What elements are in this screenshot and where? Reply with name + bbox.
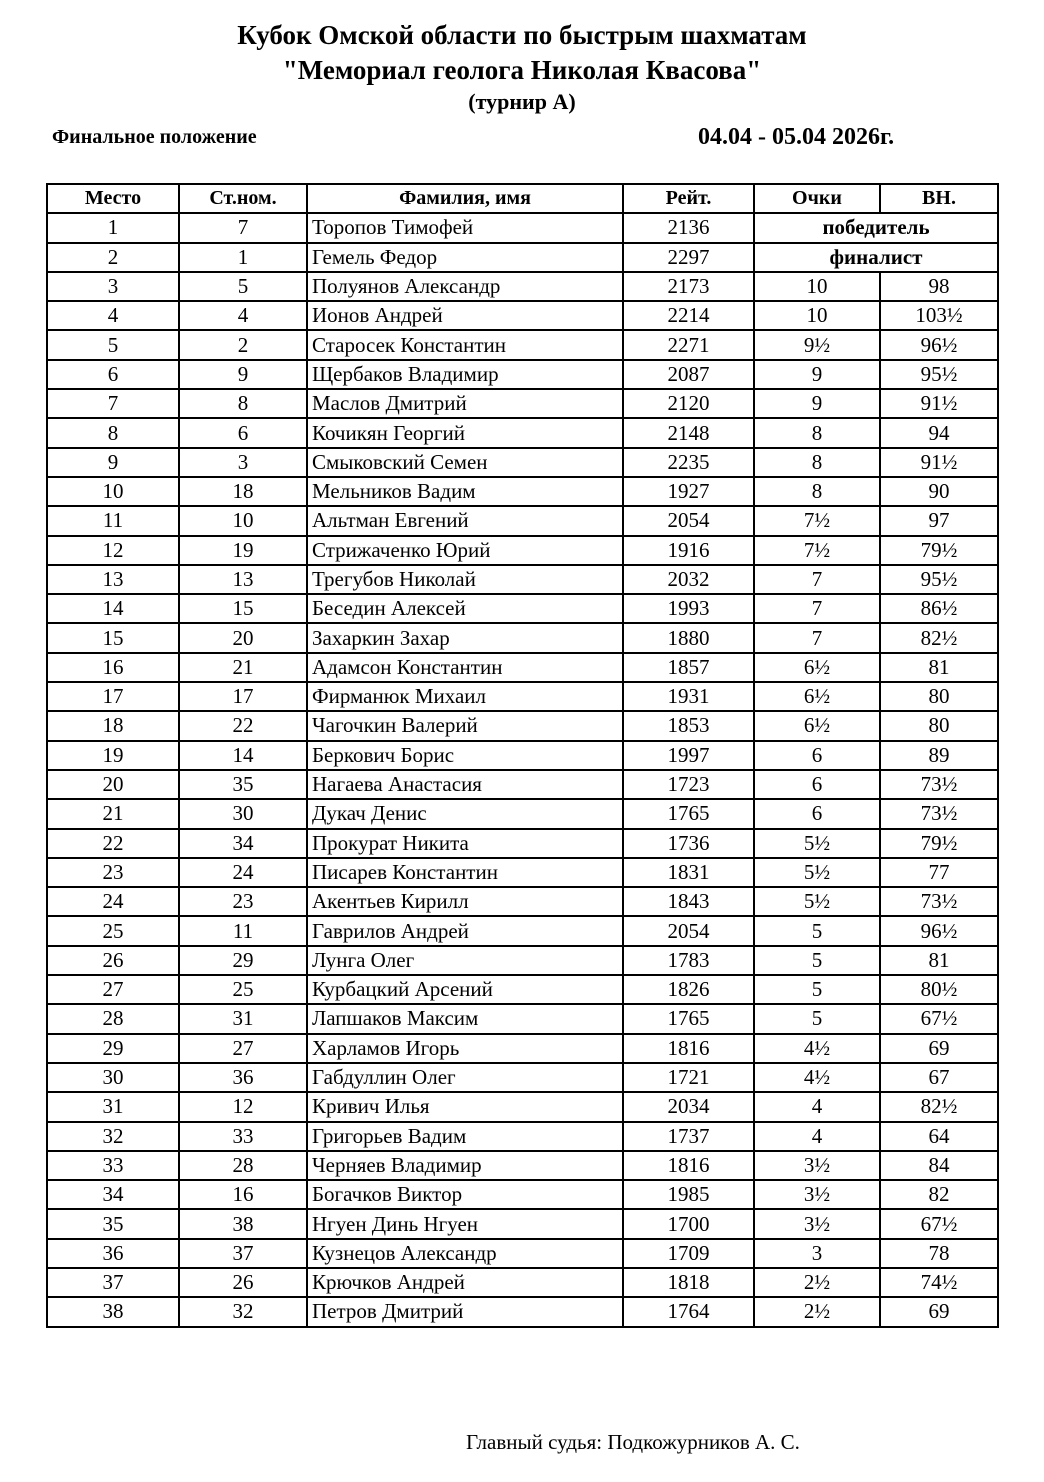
- table-row: [47, 741, 998, 770]
- cell-player-name: Богачков Виктор: [307, 1180, 623, 1209]
- cell-place: 11: [47, 506, 179, 535]
- cell-start-no: 34: [179, 829, 307, 858]
- cell-tiebreak: 103½: [880, 301, 998, 330]
- cell-player-name: Лунга Олег: [307, 946, 623, 975]
- cell-place: 12: [47, 536, 179, 565]
- cell-place: 18: [47, 711, 179, 740]
- cell-rating: 1826: [623, 975, 754, 1004]
- cell-start-no: 36: [179, 1063, 307, 1092]
- table-row: [47, 946, 998, 975]
- cell-tiebreak: 82½: [880, 623, 998, 652]
- cell-rating: 1700: [623, 1209, 754, 1238]
- cell-place: 24: [47, 887, 179, 916]
- table-row: [47, 1122, 998, 1151]
- cell-player-name: Беркович Борис: [307, 741, 623, 770]
- table-row: [47, 330, 998, 359]
- cell-tiebreak: 86½: [880, 594, 998, 623]
- cell-points: 2½: [754, 1268, 880, 1297]
- table-row: [47, 301, 998, 330]
- column-header-points: Очки: [754, 184, 880, 213]
- cell-tiebreak: 84: [880, 1151, 998, 1180]
- results-table-head: [47, 184, 998, 213]
- cell-tiebreak: 78: [880, 1239, 998, 1268]
- cell-rating: 2120: [623, 389, 754, 418]
- cell-start-no: 22: [179, 711, 307, 740]
- cell-points: 5: [754, 975, 880, 1004]
- cell-points: 3½: [754, 1209, 880, 1238]
- cell-points: 3½: [754, 1151, 880, 1180]
- cell-tiebreak: 74½: [880, 1268, 998, 1297]
- cell-place: 7: [47, 389, 179, 418]
- cell-rating: 1993: [623, 594, 754, 623]
- cell-rating: 2297: [623, 243, 754, 272]
- cell-place: 38: [47, 1297, 179, 1326]
- cell-start-no: 18: [179, 477, 307, 506]
- cell-tiebreak: 79½: [880, 829, 998, 858]
- cell-rating: 1985: [623, 1180, 754, 1209]
- cell-start-no: 28: [179, 1151, 307, 1180]
- table-row: [47, 916, 998, 945]
- cell-points: 3: [754, 1239, 880, 1268]
- cell-place: 19: [47, 741, 179, 770]
- cell-points: 8: [754, 418, 880, 447]
- cell-player-name: Смыковский Семен: [307, 448, 623, 477]
- cell-rating: 2034: [623, 1092, 754, 1121]
- cell-rating: 1764: [623, 1297, 754, 1326]
- cell-start-no: 21: [179, 653, 307, 682]
- cell-rating: 1843: [623, 887, 754, 916]
- cell-place: 32: [47, 1122, 179, 1151]
- cell-start-no: 5: [179, 272, 307, 301]
- cell-start-no: 31: [179, 1004, 307, 1033]
- cell-tiebreak: 89: [880, 741, 998, 770]
- cell-tiebreak: 95½: [880, 360, 998, 389]
- cell-start-no: 20: [179, 623, 307, 652]
- cell-place: 17: [47, 682, 179, 711]
- column-header-place: Место: [47, 184, 179, 213]
- cell-rating: 1931: [623, 682, 754, 711]
- cell-place: 22: [47, 829, 179, 858]
- cell-place: 16: [47, 653, 179, 682]
- cell-rating: 1927: [623, 477, 754, 506]
- cell-start-no: 9: [179, 360, 307, 389]
- cell-tiebreak: 80: [880, 682, 998, 711]
- cell-start-no: 38: [179, 1209, 307, 1238]
- cell-points: 5½: [754, 858, 880, 887]
- cell-place: 30: [47, 1063, 179, 1092]
- cell-start-no: 16: [179, 1180, 307, 1209]
- cell-place: 8: [47, 418, 179, 447]
- cell-points: 6½: [754, 711, 880, 740]
- cell-player-name: Курбацкий Арсений: [307, 975, 623, 1004]
- cell-start-no: 4: [179, 301, 307, 330]
- table-row: [47, 1268, 998, 1297]
- table-row: [47, 1034, 998, 1063]
- cell-points: 6: [754, 799, 880, 828]
- cell-start-no: 27: [179, 1034, 307, 1063]
- cell-tiebreak: 67½: [880, 1004, 998, 1033]
- cell-place: 26: [47, 946, 179, 975]
- cell-tiebreak: 73½: [880, 799, 998, 828]
- cell-rating: 2054: [623, 506, 754, 535]
- cell-player-name: Щербаков Владимир: [307, 360, 623, 389]
- title-line-3: (турнир А): [468, 89, 576, 114]
- table-row: [47, 565, 998, 594]
- column-header-name: Фамилия, имя: [307, 184, 623, 213]
- table-row: [47, 829, 998, 858]
- cell-start-no: 33: [179, 1122, 307, 1151]
- cell-place: 36: [47, 1239, 179, 1268]
- cell-rating: 1831: [623, 858, 754, 887]
- cell-points: 5½: [754, 829, 880, 858]
- cell-player-name: Адамсон Константин: [307, 653, 623, 682]
- cell-tiebreak: 73½: [880, 770, 998, 799]
- cell-player-name: Акентьев Кирилл: [307, 887, 623, 916]
- cell-start-no: 14: [179, 741, 307, 770]
- cell-rating: 2136: [623, 213, 754, 242]
- cell-start-no: 23: [179, 887, 307, 916]
- cell-player-name: Трегубов Николай: [307, 565, 623, 594]
- cell-place: 10: [47, 477, 179, 506]
- cell-start-no: 30: [179, 799, 307, 828]
- cell-rating: 1816: [623, 1034, 754, 1063]
- cell-player-name: Писарев Константин: [307, 858, 623, 887]
- cell-place: 28: [47, 1004, 179, 1033]
- cell-rating: 1783: [623, 946, 754, 975]
- cell-tiebreak: 96½: [880, 916, 998, 945]
- table-row: [47, 1239, 998, 1268]
- cell-place: 2: [47, 243, 179, 272]
- cell-result-note: победитель: [754, 213, 998, 242]
- table-row: [47, 506, 998, 535]
- cell-player-name: Фирманюк Михаил: [307, 682, 623, 711]
- table-row: [47, 623, 998, 652]
- table-row: [47, 1092, 998, 1121]
- cell-points: 5: [754, 1004, 880, 1033]
- cell-tiebreak: 79½: [880, 536, 998, 565]
- title-line-1: Кубок Омской области по быстрым шахматам: [237, 20, 807, 50]
- cell-player-name: Прокурат Никита: [307, 829, 623, 858]
- cell-player-name: Харламов Игорь: [307, 1034, 623, 1063]
- cell-rating: 2173: [623, 272, 754, 301]
- cell-player-name: Григорьев Вадим: [307, 1122, 623, 1151]
- cell-rating: 1880: [623, 623, 754, 652]
- cell-place: 5: [47, 330, 179, 359]
- cell-player-name: Чагочкин Валерий: [307, 711, 623, 740]
- table-row: [47, 213, 998, 242]
- cell-rating: 1997: [623, 741, 754, 770]
- cell-points: 7: [754, 623, 880, 652]
- cell-place: 13: [47, 565, 179, 594]
- table-row: [47, 418, 998, 447]
- cell-place: 27: [47, 975, 179, 1004]
- cell-place: 4: [47, 301, 179, 330]
- cell-player-name: Торопов Тимофей: [307, 213, 623, 242]
- table-row: [47, 711, 998, 740]
- cell-tiebreak: 80½: [880, 975, 998, 1004]
- cell-points: 3½: [754, 1180, 880, 1209]
- table-row: [47, 1297, 998, 1326]
- cell-points: 9: [754, 389, 880, 418]
- cell-tiebreak: 81: [880, 653, 998, 682]
- cell-player-name: Кочикян Георгий: [307, 418, 623, 447]
- cell-start-no: 19: [179, 536, 307, 565]
- table-row: [47, 770, 998, 799]
- cell-rating: 2054: [623, 916, 754, 945]
- cell-place: 35: [47, 1209, 179, 1238]
- cell-points: 5: [754, 916, 880, 945]
- cell-place: 29: [47, 1034, 179, 1063]
- cell-player-name: Старосек Константин: [307, 330, 623, 359]
- cell-start-no: 1: [179, 243, 307, 272]
- cell-points: 9: [754, 360, 880, 389]
- cell-rating: 1723: [623, 770, 754, 799]
- cell-rating: 2087: [623, 360, 754, 389]
- cell-place: 21: [47, 799, 179, 828]
- cell-place: 20: [47, 770, 179, 799]
- cell-player-name: Захаркин Захар: [307, 623, 623, 652]
- cell-tiebreak: 96½: [880, 330, 998, 359]
- cell-start-no: 32: [179, 1297, 307, 1326]
- cell-rating: 1736: [623, 829, 754, 858]
- cell-tiebreak: 73½: [880, 887, 998, 916]
- cell-points: 4: [754, 1092, 880, 1121]
- cell-points: 7: [754, 565, 880, 594]
- cell-start-no: 11: [179, 916, 307, 945]
- cell-player-name: Петров Дмитрий: [307, 1297, 623, 1326]
- cell-player-name: Нагаева Анастасия: [307, 770, 623, 799]
- cell-points: 5½: [754, 887, 880, 916]
- table-row: [47, 477, 998, 506]
- cell-start-no: 24: [179, 858, 307, 887]
- cell-start-no: 12: [179, 1092, 307, 1121]
- cell-rating: 2148: [623, 418, 754, 447]
- cell-player-name: Полуянов Александр: [307, 272, 623, 301]
- cell-points: 9½: [754, 330, 880, 359]
- cell-tiebreak: 80: [880, 711, 998, 740]
- cell-points: 10: [754, 301, 880, 330]
- table-row: [47, 360, 998, 389]
- cell-tiebreak: 97: [880, 506, 998, 535]
- table-row: [47, 887, 998, 916]
- cell-place: 9: [47, 448, 179, 477]
- cell-points: 4½: [754, 1063, 880, 1092]
- cell-points: 4½: [754, 1034, 880, 1063]
- cell-place: 15: [47, 623, 179, 652]
- cell-rating: 2271: [623, 330, 754, 359]
- cell-result-note: финалист: [754, 243, 998, 272]
- cell-points: 6: [754, 741, 880, 770]
- table-row: [47, 1209, 998, 1238]
- column-header-tiebreak: ВН.: [880, 184, 998, 213]
- title-line-2: "Мемориал геолога Николая Квасова": [282, 55, 762, 85]
- cell-start-no: 7: [179, 213, 307, 242]
- cell-player-name: Стрижаченко Юрий: [307, 536, 623, 565]
- cell-place: 14: [47, 594, 179, 623]
- table-row: [47, 975, 998, 1004]
- cell-start-no: 15: [179, 594, 307, 623]
- cell-start-no: 25: [179, 975, 307, 1004]
- cell-player-name: Ионов Андрей: [307, 301, 623, 330]
- cell-start-no: 29: [179, 946, 307, 975]
- cell-start-no: 26: [179, 1268, 307, 1297]
- cell-rating: 1721: [623, 1063, 754, 1092]
- cell-tiebreak: 91½: [880, 389, 998, 418]
- cell-points: 5: [754, 946, 880, 975]
- cell-place: 1: [47, 213, 179, 242]
- table-row: [47, 858, 998, 887]
- cell-points: 6½: [754, 682, 880, 711]
- cell-rating: 2235: [623, 448, 754, 477]
- subtitle-final-standings: Финальное положение: [52, 126, 257, 148]
- cell-place: 31: [47, 1092, 179, 1121]
- cell-start-no: 35: [179, 770, 307, 799]
- cell-player-name: Кривич Илья: [307, 1092, 623, 1121]
- table-row: [47, 389, 998, 418]
- cell-start-no: 2: [179, 330, 307, 359]
- cell-tiebreak: 67: [880, 1063, 998, 1092]
- cell-rating: 1737: [623, 1122, 754, 1151]
- table-row: [47, 1004, 998, 1033]
- cell-points: 8: [754, 477, 880, 506]
- results-table: [46, 183, 999, 1328]
- cell-start-no: 13: [179, 565, 307, 594]
- cell-start-no: 17: [179, 682, 307, 711]
- cell-rating: 1709: [623, 1239, 754, 1268]
- cell-tiebreak: 81: [880, 946, 998, 975]
- cell-tiebreak: 82½: [880, 1092, 998, 1121]
- cell-tiebreak: 82: [880, 1180, 998, 1209]
- cell-points: 7: [754, 594, 880, 623]
- cell-tiebreak: 69: [880, 1034, 998, 1063]
- cell-points: 7½: [754, 506, 880, 535]
- cell-player-name: Маслов Дмитрий: [307, 389, 623, 418]
- cell-start-no: 3: [179, 448, 307, 477]
- cell-points: 8: [754, 448, 880, 477]
- tournament-dates: 04.04 - 05.04 2026г.: [698, 124, 895, 150]
- cell-place: 3: [47, 272, 179, 301]
- cell-points: 10: [754, 272, 880, 301]
- column-header-start-no: Ст.ном.: [179, 184, 307, 213]
- cell-player-name: Черняев Владимир: [307, 1151, 623, 1180]
- cell-player-name: Кузнецов Александр: [307, 1239, 623, 1268]
- table-row: [47, 653, 998, 682]
- cell-rating: 2032: [623, 565, 754, 594]
- cell-player-name: Лапшаков Максим: [307, 1004, 623, 1033]
- table-row: [47, 1063, 998, 1092]
- cell-tiebreak: 98: [880, 272, 998, 301]
- cell-tiebreak: 77: [880, 858, 998, 887]
- cell-points: 6½: [754, 653, 880, 682]
- cell-player-name: Беседин Алексей: [307, 594, 623, 623]
- column-header-rating: Рейт.: [623, 184, 754, 213]
- table-row: [47, 594, 998, 623]
- table-row: [47, 272, 998, 301]
- table-row: [47, 1180, 998, 1209]
- cell-player-name: Габдуллин Олег: [307, 1063, 623, 1092]
- cell-place: 33: [47, 1151, 179, 1180]
- cell-points: 6: [754, 770, 880, 799]
- cell-player-name: Нгуен Динь Нгуен: [307, 1209, 623, 1238]
- table-row: [47, 448, 998, 477]
- cell-rating: 2214: [623, 301, 754, 330]
- cell-rating: 1816: [623, 1151, 754, 1180]
- cell-place: 23: [47, 858, 179, 887]
- cell-start-no: 37: [179, 1239, 307, 1268]
- cell-start-no: 8: [179, 389, 307, 418]
- cell-tiebreak: 90: [880, 477, 998, 506]
- table-row: [47, 799, 998, 828]
- cell-start-no: 6: [179, 418, 307, 447]
- cell-start-no: 10: [179, 506, 307, 535]
- cell-player-name: Крючков Андрей: [307, 1268, 623, 1297]
- cell-player-name: Мельников Вадим: [307, 477, 623, 506]
- cell-player-name: Гаврилов Андрей: [307, 916, 623, 945]
- cell-rating: 1916: [623, 536, 754, 565]
- cell-rating: 1818: [623, 1268, 754, 1297]
- cell-rating: 1853: [623, 711, 754, 740]
- cell-tiebreak: 64: [880, 1122, 998, 1151]
- table-row: [47, 682, 998, 711]
- cell-points: 4: [754, 1122, 880, 1151]
- cell-player-name: Гемель Федор: [307, 243, 623, 272]
- cell-tiebreak: 91½: [880, 448, 998, 477]
- cell-place: 37: [47, 1268, 179, 1297]
- cell-points: 2½: [754, 1297, 880, 1326]
- table-row: [47, 536, 998, 565]
- chief-judge: Главный судья: Подкожурников А. С.: [466, 1430, 800, 1454]
- results-table-body: [47, 213, 998, 1326]
- cell-rating: 1765: [623, 1004, 754, 1033]
- cell-tiebreak: 69: [880, 1297, 998, 1326]
- cell-rating: 1765: [623, 799, 754, 828]
- cell-place: 25: [47, 916, 179, 945]
- cell-tiebreak: 67½: [880, 1209, 998, 1238]
- table-row: [47, 1151, 998, 1180]
- cell-player-name: Альтман Евгений: [307, 506, 623, 535]
- header-row: [47, 184, 998, 213]
- cell-place: 34: [47, 1180, 179, 1209]
- cell-points: 7½: [754, 536, 880, 565]
- cell-rating: 1857: [623, 653, 754, 682]
- cell-place: 6: [47, 360, 179, 389]
- cell-player-name: Дукач Денис: [307, 799, 623, 828]
- table-row: [47, 243, 998, 272]
- cell-tiebreak: 95½: [880, 565, 998, 594]
- cell-tiebreak: 94: [880, 418, 998, 447]
